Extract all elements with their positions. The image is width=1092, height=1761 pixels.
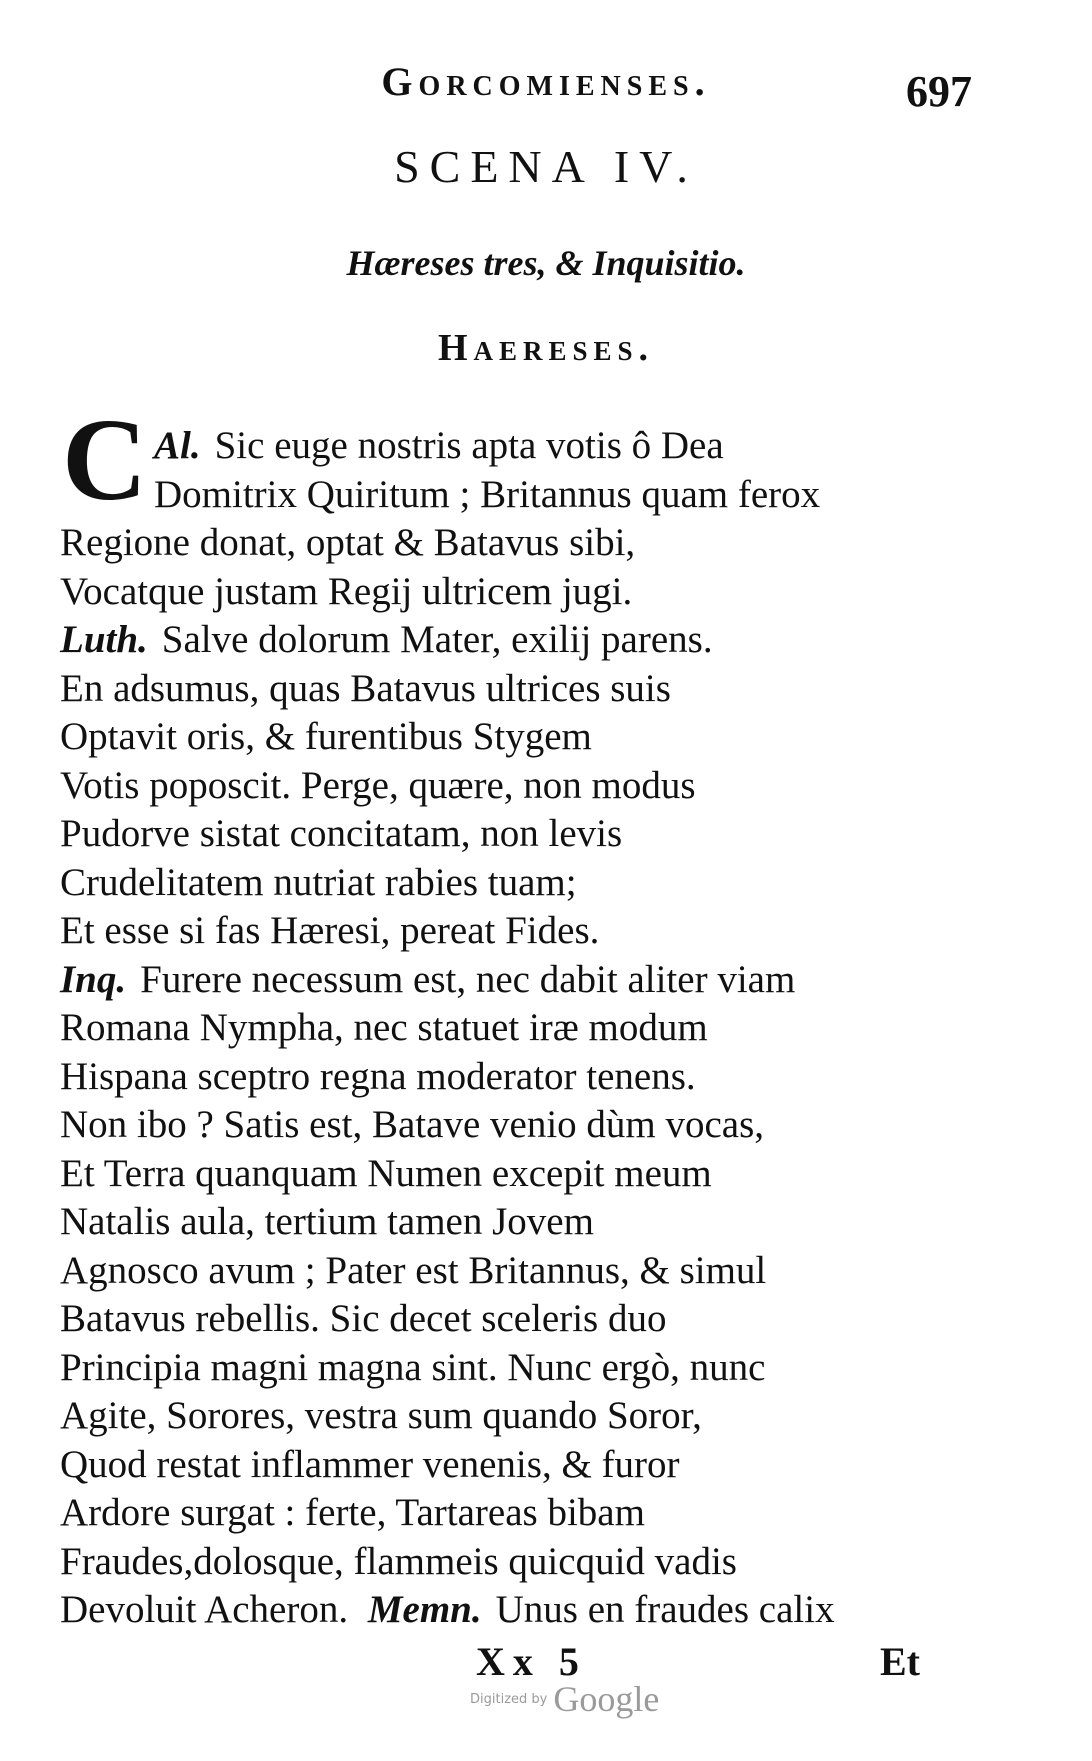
verse-text: Fraudes,dolosque, flammeis quicquid vadis [60,1539,737,1583]
verse-line [60,1392,960,1441]
verse-line [60,1441,960,1490]
running-head: Gorcomienses. [381,59,711,104]
verse-text: En adsumus, quas Batavus ultrices suis [60,666,671,710]
verse-line [60,1150,960,1199]
speaker-label: Al. [154,424,201,467]
verse-line [60,1538,960,1587]
verse-text: Domitrix Quiritum ; Britannus quam ferox [154,472,821,516]
verse-text: Vocatque justam Regij ultricem jugi. [60,569,633,613]
verse-text: Natalis aula, tertium tamen Jovem [60,1200,594,1243]
speaker-heading: Haereses. [437,327,655,369]
verse-line [60,616,960,665]
verse-line [60,859,960,908]
verse-text: Votis poposcit. Perge, quære, non modus [60,763,696,807]
speaker-label: Inq. [60,957,127,1001]
verse-line [60,1344,960,1393]
verse-line [60,665,960,714]
page-number: 697 [906,67,972,116]
verse-text: Ardore surgat : ferte, Tartareas bibam [60,1491,645,1534]
verse-text: Et esse si fas Hæresi, pereat Fides. [60,909,600,952]
verse-text: Unus en fraudes calix [495,1588,835,1631]
verse-line [60,1004,960,1053]
verse-text: Crudelitatem nutriat rabies tuam; [60,860,577,904]
scene-subtitle: Hæreses tres, & Inquisitio. [346,243,746,283]
verse-text: Non ibo ? Satis est, Batave venio dùm vocas, [60,1103,765,1146]
verse-line [60,568,960,617]
verse-line [60,1247,960,1296]
digitization-watermark [470,1678,659,1720]
signature-mark: Xx 5 [476,1639,587,1684]
verse-line [60,1295,960,1344]
verse-text: Salve dolorum Mater, exilij parens. [161,618,713,661]
verse-line [60,956,960,1005]
verse-line [60,1489,960,1538]
verse-text: Agite, Sorores, vestra sum quando Soror, [60,1394,702,1437]
verse-text: Optavit oris, & furentibus Stygem [60,715,592,758]
verse-text: Quod restat inflammer venenis, & furor [60,1442,680,1486]
verse-text: Principia magni magna sint. Nunc ergò, nunc [60,1345,766,1389]
verse-line [60,810,960,859]
verse-text: Hispana sceptro regna moderator tenens. [60,1054,696,1098]
verse-line [60,519,960,568]
verse-line [60,1586,960,1635]
verse-text: Batavus rebellis. Sic decet sceleris duo [60,1297,667,1340]
verse-block [60,422,960,1635]
speaker-label: Memn. [367,1588,482,1631]
watermark-logo-text: Google [553,1679,660,1719]
verse-line [60,422,960,471]
verse-text: Devoluit Acheron. [60,1588,349,1631]
verse-text: Agnosco avum ; Pater est Britannus, & simul [60,1248,767,1292]
verse-line [60,1101,960,1150]
verse-text: Sic euge nostris apta votis ô Dea [214,424,724,467]
verse-line [60,471,960,520]
verse-line [60,713,960,762]
catchword: Et [880,1639,920,1684]
verse-text: Regione donat, optat & Batavus sibi, [60,521,636,564]
verse-line [60,762,960,811]
drop-cap: C [62,394,148,525]
verse-text: Furere necessum est, nec dabit aliter viam [140,957,796,1001]
verse-text: Pudorve sistat concitatam, non levis [60,812,623,855]
watermark-small-text: Digitized by [470,1691,548,1707]
verse-line [60,1053,960,1102]
speaker-label: Luth. [60,618,148,661]
verse-text: Romana Nympha, nec statuet iræ modum [60,1006,708,1049]
verse-line [60,1198,960,1247]
verse-line [60,907,960,956]
verse-text: Et Terra quanquam Numen excepit meum [60,1151,712,1195]
scene-title: SCENA IV. [394,141,698,192]
